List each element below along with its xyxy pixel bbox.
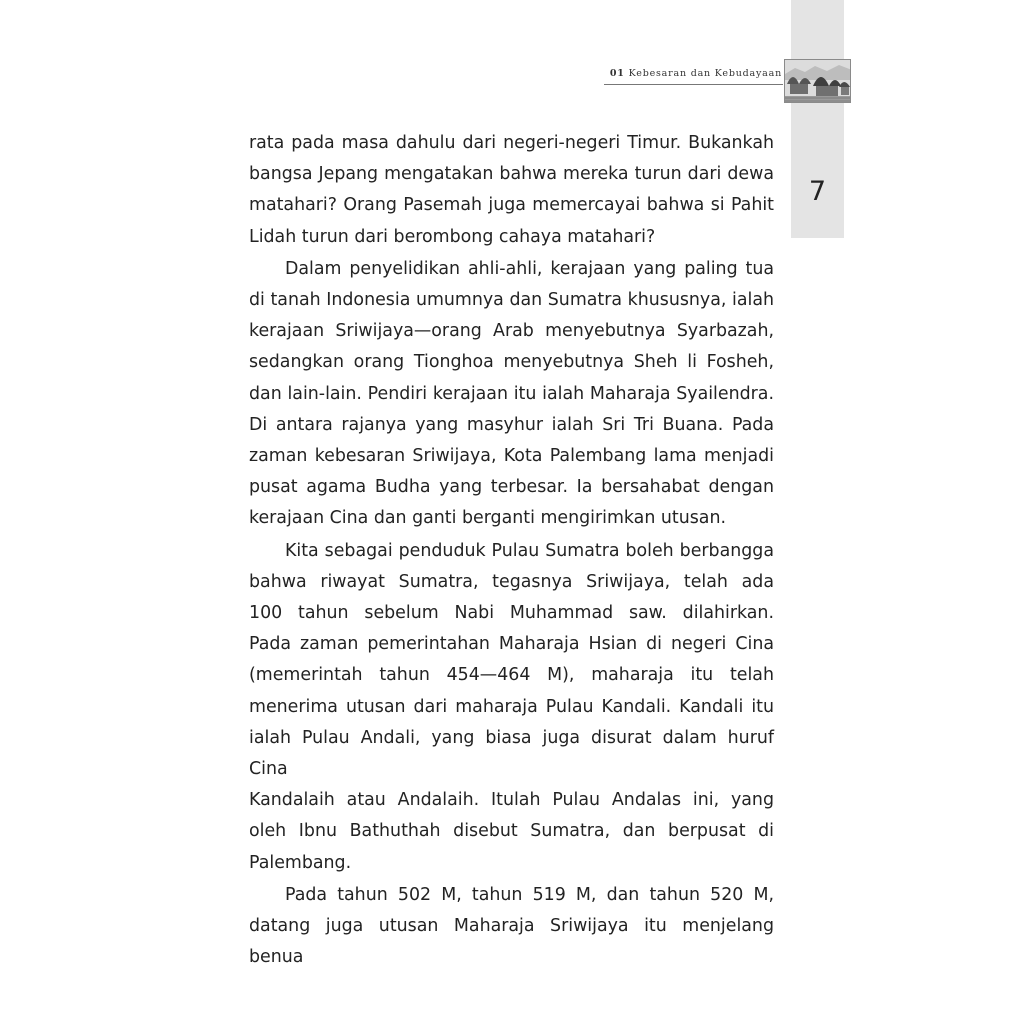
text-line: Palembang. <box>249 852 352 873</box>
traditional-houses-illustration-icon <box>784 59 851 103</box>
text-line: kerajaan Cina dan ganti berganti mengirimkan utusan. <box>249 508 727 529</box>
text-line: dan lain-lain. Pendiri kerajaan itu ialah Maharaja Syailendra. <box>249 383 774 404</box>
text-line: Dalam penyelidikan ahli-ahli, kerajaan yang paling tua <box>285 258 774 279</box>
text-line: bangsa Jepang mengatakan bahwa mereka turun dari dewa <box>249 164 774 185</box>
text-line: datang juga utusan Maharaja Sriwijaya itu menjelang benua <box>249 916 774 968</box>
text-line: zaman kebesaran Sriwijaya, Kota Palembang lama menjadi <box>249 446 774 467</box>
text-line: oleh Ibnu Bathuthah disebut Sumatra, dan berpusat di <box>249 821 774 842</box>
chapter-number: 01 <box>609 68 625 79</box>
text-line: matahari? Orang Pasemah juga memercayai bahwa si Pahit <box>249 195 774 216</box>
text-line: ialah Pulau Andali, yang biasa juga disurat dalam huruf Cina <box>249 727 774 780</box>
page-number: 7 <box>808 176 827 207</box>
text-line: kerajaan Sriwijaya—orang Arab menyebutnya Syarbazah, <box>249 321 774 342</box>
text-line: rata pada masa dahulu dari negeri-negeri Timur. Bukankah <box>249 133 774 153</box>
body-text <box>249 128 774 973</box>
text-line: 100 tahun sebelum Nabi Muhammad saw. dilahirkan. <box>249 603 774 624</box>
text-line: di tanah Indonesia umumnya dan Sumatra khususnya, ialah <box>249 290 774 311</box>
running-header <box>560 68 782 79</box>
text-line: bahwa riwayat Sumatra, tegasnya Sriwijaya, telah ada <box>249 571 774 592</box>
text-line: menerima utusan dari maharaja Pulau Kandali. Kandali itu <box>249 696 774 717</box>
text-line: Lidah turun dari berombong cahaya matahari? <box>249 226 656 247</box>
chapter-title: Kebesaran dan Kebudayaan <box>628 68 782 79</box>
text-line: Pada tahun 502 M, tahun 519 M, dan tahun 520 M, <box>285 884 774 905</box>
text-line: Pada zaman pemerintahan Maharaja Hsian di negeri Cina <box>249 634 774 655</box>
text-line: sedangkan orang Tionghoa menyebutnya Sheh li Fosheh, <box>249 352 774 373</box>
text-line: Kita sebagai penduduk Pulau Sumatra boleh berbangga <box>285 540 774 561</box>
text-line: (memerintah tahun 454—464 M), maharaja itu telah <box>249 665 774 686</box>
text-line: pusat agama Budha yang terbesar. Ia bersahabat dengan <box>249 477 774 498</box>
text-line: Kandalaih atau Andalaih. Itulah Pulau Andalas ini, yang <box>249 790 774 811</box>
text-line: Di antara rajanya yang masyhur ialah Sri Tri Buana. Pada <box>249 414 774 435</box>
header-divider <box>604 84 783 85</box>
